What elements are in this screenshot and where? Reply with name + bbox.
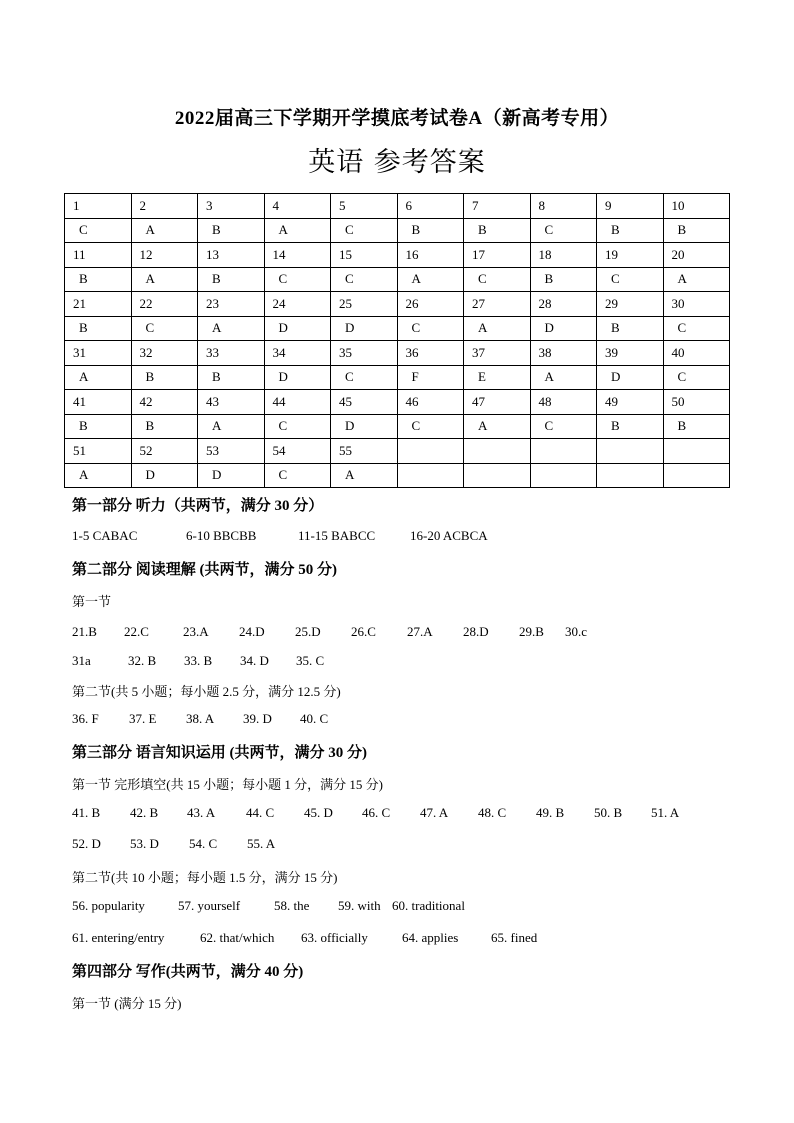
answer-cell: D bbox=[597, 365, 664, 390]
answer-item: 61. entering/entry bbox=[72, 930, 165, 945]
answer-cell: C bbox=[597, 267, 664, 292]
answer-item: 52. D bbox=[72, 836, 101, 851]
question-number-cell: 35 bbox=[331, 341, 398, 366]
answer-item: 38. A bbox=[186, 711, 215, 726]
question-number-cell: 52 bbox=[131, 439, 198, 464]
answer-item: 51. A bbox=[651, 805, 680, 820]
answer-cell: D bbox=[198, 463, 265, 488]
answer-cell: C bbox=[331, 267, 398, 292]
answer-item: 30.c bbox=[565, 624, 588, 639]
question-number-cell: 50 bbox=[663, 390, 730, 415]
question-number-cell: 46 bbox=[397, 390, 464, 415]
question-number-cell: 26 bbox=[397, 292, 464, 317]
question-number-cell: 49 bbox=[597, 390, 664, 415]
answer-cell: C bbox=[65, 218, 132, 243]
answer-cell bbox=[397, 463, 464, 488]
answer-cell: D bbox=[264, 365, 331, 390]
answer-cell: A bbox=[663, 267, 730, 292]
answer-item: 33. B bbox=[184, 653, 213, 668]
answer-cell: F bbox=[397, 365, 464, 390]
question-number-cell: 30 bbox=[663, 292, 730, 317]
part3-heading: 第三部分 语言知识运用 (共两节，满分 30 分) bbox=[72, 745, 367, 761]
answer-item: 54. C bbox=[189, 836, 218, 851]
question-number-cell: 55 bbox=[331, 439, 398, 464]
part2-section1-answers-row2 bbox=[72, 653, 324, 669]
question-number-cell: 1 bbox=[65, 194, 132, 219]
answer-group: 6-10 BBCBB bbox=[186, 528, 257, 543]
answer-cell bbox=[597, 463, 664, 488]
answer-item: 28.D bbox=[463, 624, 489, 639]
part3-section2-answers-row1 bbox=[72, 898, 465, 914]
answer-cell: B bbox=[198, 218, 265, 243]
question-number-cell: 23 bbox=[198, 292, 265, 317]
answer-cell: B bbox=[663, 218, 730, 243]
question-number-cell: 44 bbox=[264, 390, 331, 415]
question-number-cell: 17 bbox=[464, 243, 531, 268]
answer-cell: B bbox=[597, 218, 664, 243]
answer-cell: A bbox=[65, 463, 132, 488]
question-number-cell: 27 bbox=[464, 292, 531, 317]
question-number-cell: 33 bbox=[198, 341, 265, 366]
answer-cell: B bbox=[65, 414, 132, 439]
answer-cell: C bbox=[264, 463, 331, 488]
answer-cell: B bbox=[597, 414, 664, 439]
answer-cell: B bbox=[131, 365, 198, 390]
question-number-row bbox=[65, 341, 730, 366]
answer-item: 26.C bbox=[351, 624, 376, 639]
part1-heading: 第一部分 听力（共两节，满分 30 分） bbox=[72, 498, 324, 514]
answer-cell: C bbox=[397, 316, 464, 341]
answer-item: 22.C bbox=[124, 624, 149, 639]
question-number-cell: 45 bbox=[331, 390, 398, 415]
question-number-cell: 10 bbox=[663, 194, 730, 219]
question-number-cell: 21 bbox=[65, 292, 132, 317]
question-number-cell: 22 bbox=[131, 292, 198, 317]
answer-item: 32. B bbox=[128, 653, 157, 668]
question-number-cell: 39 bbox=[597, 341, 664, 366]
part1-answers bbox=[72, 528, 488, 544]
answer-cell: B bbox=[131, 414, 198, 439]
answer-cell: C bbox=[397, 414, 464, 439]
part4-section1-label: 第一节 (满分 15 分) bbox=[72, 996, 182, 1011]
answer-item: 63. officially bbox=[301, 930, 368, 945]
question-number-cell: 48 bbox=[530, 390, 597, 415]
answer-cell: C bbox=[663, 365, 730, 390]
question-number-cell: 53 bbox=[198, 439, 265, 464]
question-number-row bbox=[65, 243, 730, 268]
question-number-cell: 41 bbox=[65, 390, 132, 415]
question-number-cell: 6 bbox=[397, 194, 464, 219]
answer-item: 31a bbox=[72, 653, 91, 668]
part4-heading: 第四部分 写作(共两节，满分 40 分) bbox=[72, 964, 304, 980]
question-number-cell: 54 bbox=[264, 439, 331, 464]
question-number-cell: 36 bbox=[397, 341, 464, 366]
answer-cell: B bbox=[397, 218, 464, 243]
answer-item: 35. C bbox=[296, 653, 325, 668]
question-number-cell: 13 bbox=[198, 243, 265, 268]
answer-cell: C bbox=[264, 267, 331, 292]
answer-item: 45. D bbox=[304, 805, 333, 820]
question-number-cell: 18 bbox=[530, 243, 597, 268]
answer-cell: A bbox=[198, 316, 265, 341]
answer-item: 21.B bbox=[72, 624, 97, 639]
part3-section1-answers-row1 bbox=[72, 805, 679, 821]
answer-cell: A bbox=[131, 218, 198, 243]
document-title: 2022届高三下学期开学摸底考试卷A（新高考专用） bbox=[174, 108, 620, 129]
answer-cell: D bbox=[530, 316, 597, 341]
answer-cell: B bbox=[198, 365, 265, 390]
answer-cell: D bbox=[331, 316, 398, 341]
document-subtitle: 英语 参考答案 bbox=[308, 147, 486, 178]
answer-key-table bbox=[64, 193, 730, 488]
answer-row bbox=[65, 316, 730, 341]
question-number-cell: 3 bbox=[198, 194, 265, 219]
answer-item: 27.A bbox=[407, 624, 433, 639]
answer-cell: B bbox=[530, 267, 597, 292]
question-number-cell: 34 bbox=[264, 341, 331, 366]
question-number-cell: 42 bbox=[131, 390, 198, 415]
answer-item: 50. B bbox=[594, 805, 623, 820]
answer-group: 1-5 CABAC bbox=[72, 528, 138, 543]
answer-cell: D bbox=[131, 463, 198, 488]
answer-cell: B bbox=[65, 267, 132, 292]
answer-cell bbox=[530, 463, 597, 488]
question-number-cell: 2 bbox=[131, 194, 198, 219]
question-number-cell: 9 bbox=[597, 194, 664, 219]
answer-cell: D bbox=[264, 316, 331, 341]
answer-item: 42. B bbox=[130, 805, 159, 820]
answer-item: 34. D bbox=[240, 653, 269, 668]
question-number-cell: 37 bbox=[464, 341, 531, 366]
part3-section2-answers-row2 bbox=[72, 930, 537, 946]
question-number-cell: 32 bbox=[131, 341, 198, 366]
question-number-row bbox=[65, 439, 730, 464]
answer-item: 57. yourself bbox=[178, 898, 241, 913]
answer-cell bbox=[464, 463, 531, 488]
answer-item: 40. C bbox=[300, 711, 329, 726]
answer-cell: C bbox=[331, 365, 398, 390]
part2-section1-answers-row1 bbox=[72, 624, 587, 640]
answer-cell: C bbox=[264, 414, 331, 439]
question-number-row bbox=[65, 194, 730, 219]
answer-item: 39. D bbox=[243, 711, 272, 726]
answer-cell: A bbox=[264, 218, 331, 243]
part3-section1-answers-row2 bbox=[72, 836, 275, 852]
answer-item: 24.D bbox=[239, 624, 265, 639]
answer-item: 23.A bbox=[183, 624, 209, 639]
answer-item: 47. A bbox=[420, 805, 449, 820]
question-number-cell: 31 bbox=[65, 341, 132, 366]
part2-section2-label: 第二节(共 5 小题；每小题 2.5 分，满分 12.5 分) bbox=[72, 684, 341, 699]
question-number-cell: 11 bbox=[65, 243, 132, 268]
question-number-cell: 4 bbox=[264, 194, 331, 219]
part2-heading: 第二部分 阅读理解 (共两节，满分 50 分) bbox=[72, 562, 337, 578]
answer-cell: A bbox=[131, 267, 198, 292]
answer-group: 16-20 ACBCA bbox=[410, 528, 488, 543]
question-number-cell bbox=[530, 439, 597, 464]
answer-cell: C bbox=[131, 316, 198, 341]
answer-cell: A bbox=[65, 365, 132, 390]
answer-item: 36. F bbox=[72, 711, 99, 726]
question-number-cell: 51 bbox=[65, 439, 132, 464]
question-number-cell: 28 bbox=[530, 292, 597, 317]
question-number-cell: 5 bbox=[331, 194, 398, 219]
answer-item: 65. fined bbox=[491, 930, 538, 945]
question-number-cell: 47 bbox=[464, 390, 531, 415]
answer-cell: A bbox=[331, 463, 398, 488]
part2-section2-answers bbox=[72, 711, 328, 727]
question-number-cell: 12 bbox=[131, 243, 198, 268]
answer-item: 46. C bbox=[362, 805, 391, 820]
answer-cell: A bbox=[464, 316, 531, 341]
question-number-row bbox=[65, 292, 730, 317]
answer-cell: C bbox=[663, 316, 730, 341]
question-number-cell: 25 bbox=[331, 292, 398, 317]
answer-cell: C bbox=[464, 267, 531, 292]
question-number-cell: 14 bbox=[264, 243, 331, 268]
answer-item: 62. that/which bbox=[200, 930, 275, 945]
question-number-cell bbox=[663, 439, 730, 464]
answer-cell: B bbox=[464, 218, 531, 243]
question-number-cell bbox=[597, 439, 664, 464]
answer-item: 48. C bbox=[478, 805, 507, 820]
question-number-cell: 40 bbox=[663, 341, 730, 366]
answer-cell: A bbox=[464, 414, 531, 439]
answer-group: 11-15 BABCC bbox=[298, 528, 376, 543]
answer-item: 58. the bbox=[274, 898, 310, 913]
question-number-cell bbox=[464, 439, 531, 464]
part2-section1-label: 第一节 bbox=[72, 594, 112, 609]
question-number-cell: 43 bbox=[198, 390, 265, 415]
answer-cell: A bbox=[198, 414, 265, 439]
question-number-cell: 24 bbox=[264, 292, 331, 317]
answer-cell: E bbox=[464, 365, 531, 390]
answer-item: 53. D bbox=[130, 836, 159, 851]
answer-cell: C bbox=[530, 414, 597, 439]
answer-row bbox=[65, 365, 730, 390]
answer-item: 43. A bbox=[187, 805, 216, 820]
answer-row bbox=[65, 218, 730, 243]
answer-row bbox=[65, 414, 730, 439]
question-number-cell: 16 bbox=[397, 243, 464, 268]
answer-item: 41. B bbox=[72, 805, 101, 820]
answer-cell: A bbox=[530, 365, 597, 390]
answer-item: 60. traditional bbox=[392, 898, 465, 913]
question-number-cell: 15 bbox=[331, 243, 398, 268]
answer-row bbox=[65, 267, 730, 292]
answer-cell: A bbox=[397, 267, 464, 292]
part3-section1-label: 第一节 完形填空(共 15 小题；每小题 1 分，满分 15 分) bbox=[72, 777, 383, 792]
part3-section2-label: 第二节(共 10 小题；每小题 1.5 分，满分 15 分) bbox=[72, 870, 338, 885]
answer-item: 64. applies bbox=[402, 930, 459, 945]
answer-cell: B bbox=[198, 267, 265, 292]
question-number-cell: 8 bbox=[530, 194, 597, 219]
answer-cell: B bbox=[663, 414, 730, 439]
answer-item: 56. popularity bbox=[72, 898, 145, 913]
answer-item: 37. E bbox=[129, 711, 157, 726]
question-number-cell: 7 bbox=[464, 194, 531, 219]
answer-item: 59. with bbox=[338, 898, 381, 913]
answer-item: 49. B bbox=[536, 805, 565, 820]
answer-cell: B bbox=[65, 316, 132, 341]
answer-item: 55. A bbox=[247, 836, 276, 851]
question-number-cell: 38 bbox=[530, 341, 597, 366]
answer-row bbox=[65, 463, 730, 488]
question-number-row bbox=[65, 390, 730, 415]
answer-cell: C bbox=[530, 218, 597, 243]
question-number-cell: 29 bbox=[597, 292, 664, 317]
answer-cell bbox=[663, 463, 730, 488]
question-number-cell: 20 bbox=[663, 243, 730, 268]
answer-item: 44. C bbox=[246, 805, 275, 820]
answer-item: 25.D bbox=[295, 624, 321, 639]
answer-cell: D bbox=[331, 414, 398, 439]
question-number-cell bbox=[397, 439, 464, 464]
answer-item: 29.B bbox=[519, 624, 544, 639]
answer-cell: B bbox=[597, 316, 664, 341]
question-number-cell: 19 bbox=[597, 243, 664, 268]
answer-cell: C bbox=[331, 218, 398, 243]
